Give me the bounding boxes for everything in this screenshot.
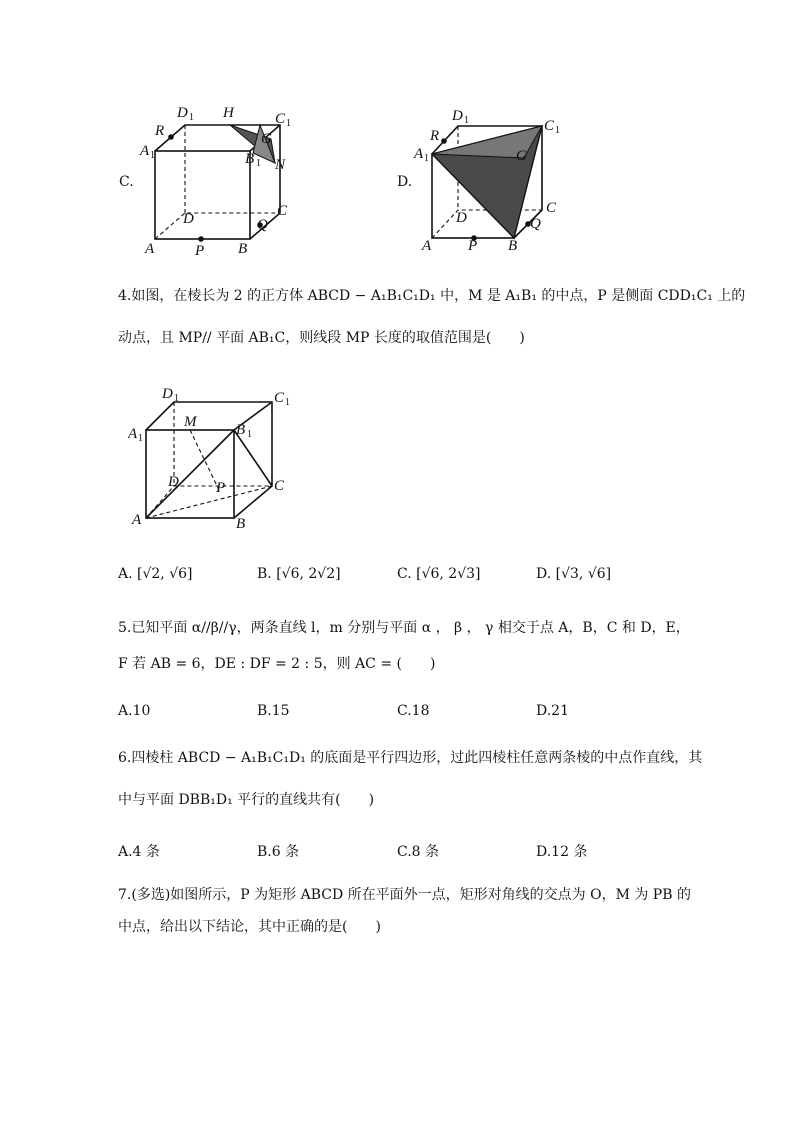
svg-text:1: 1 xyxy=(174,393,179,404)
q4-line1: 4.如图，在棱长为 2 的正方体 ABCD − A₁B₁C₁D₁ 中，M 是 A₁B₁ 的中点，P 是侧面 CDD₁C₁ 上的 xyxy=(118,288,746,304)
label-c1: C xyxy=(544,118,555,134)
q6-option-a: A.4 条 xyxy=(118,844,160,860)
svg-text:1: 1 xyxy=(464,115,469,126)
q6-line2: 中与平面 DBB₁D₁ 平行的直线共有( ) xyxy=(118,792,375,808)
q6-option-b: B.6 条 xyxy=(257,844,300,860)
label-n: N xyxy=(275,157,286,173)
label-c: C xyxy=(277,203,288,219)
svg-text:1: 1 xyxy=(189,112,194,123)
q6-option-c: C.8 条 xyxy=(397,844,440,860)
label-a: A xyxy=(132,512,142,528)
q5-option-a: A.10 xyxy=(118,703,151,719)
figure-c-cube xyxy=(135,95,305,260)
q5-option-c: C.18 xyxy=(397,703,430,719)
svg-text:1: 1 xyxy=(247,429,252,440)
label-d1: D xyxy=(452,108,463,124)
option-d-label: D. xyxy=(397,174,413,190)
q4-line2: 动点，且 MP// 平面 AB₁C，则线段 MP 长度的取值范围是( ) xyxy=(118,330,525,346)
q4-option-d: D. [√3, √6] xyxy=(536,566,612,582)
q4-option-a: A. [√2, √6] xyxy=(118,566,193,582)
label-p: P xyxy=(195,243,205,259)
q4-option-c: C. [√6, 2√3] xyxy=(397,566,481,582)
label-r: R xyxy=(155,123,165,139)
label-a1: A xyxy=(414,146,424,162)
label-c1: C xyxy=(275,111,286,127)
q7-line1: 7.(多选)如图所示，P 为矩形 ABCD 所在平面外一点，矩形对角线的交点为 O，M 为 PB 的 xyxy=(118,887,691,903)
q6-line1: 6.四棱柱 ABCD − A₁B₁C₁D₁ 的底面是平行四边形，过此四棱柱任意两条棱的中点作直线，其 xyxy=(118,750,703,766)
label-d: D xyxy=(183,211,194,227)
label-a: A xyxy=(422,238,432,254)
label-a1: A xyxy=(128,426,138,442)
label-d: D xyxy=(456,210,467,226)
label-b: B xyxy=(508,238,518,254)
label-a1: A xyxy=(140,143,150,159)
label-q: Q xyxy=(530,216,541,232)
label-b1: B xyxy=(245,151,255,167)
svg-text:1: 1 xyxy=(138,433,143,444)
q5-option-b: B.15 xyxy=(257,703,290,719)
label-g: G xyxy=(261,131,272,147)
svg-text:1: 1 xyxy=(286,118,291,129)
figure-d-cube xyxy=(412,100,582,260)
label-h: H xyxy=(223,105,234,121)
label-b1: B xyxy=(236,422,246,438)
q5-option-d: D.21 xyxy=(536,703,569,719)
label-g: G xyxy=(516,148,527,164)
label-p: P xyxy=(468,238,478,254)
label-c1: C xyxy=(274,390,285,406)
svg-text:1: 1 xyxy=(150,150,155,161)
q5-line2: F 若 AB = 6，DE : DF = 2 : 5，则 AC = ( ) xyxy=(118,656,436,672)
q7-line2: 中点，给出以下结论，其中正确的是( ) xyxy=(118,919,381,935)
label-d1: D xyxy=(162,386,173,402)
label-d1: D xyxy=(177,105,188,121)
svg-text:1: 1 xyxy=(285,397,290,408)
svg-text:1: 1 xyxy=(256,158,261,169)
label-b: B xyxy=(236,516,246,532)
svg-text:1: 1 xyxy=(555,125,560,136)
label-m: M xyxy=(184,414,197,430)
figure-q4-cube xyxy=(128,382,298,532)
q5-line1: 5.已知平面 α//β//γ，两条直线 l，m 分别与平面 α ， β ， γ 相交于点 A，B，C 和 D，E， xyxy=(118,620,690,636)
label-d: D xyxy=(168,474,179,490)
label-q: Q xyxy=(257,217,268,233)
label-r: R xyxy=(430,128,440,144)
option-c-label: C. xyxy=(119,174,134,190)
label-c: C xyxy=(546,200,557,216)
svg-text:1: 1 xyxy=(424,153,429,164)
q6-option-d: D.12 条 xyxy=(536,844,588,860)
label-p: P xyxy=(216,480,226,496)
label-c: C xyxy=(274,478,285,494)
q4-option-b: B. [√6, 2√2] xyxy=(257,566,341,582)
label-b: B xyxy=(238,241,248,257)
label-a: A xyxy=(145,241,155,257)
